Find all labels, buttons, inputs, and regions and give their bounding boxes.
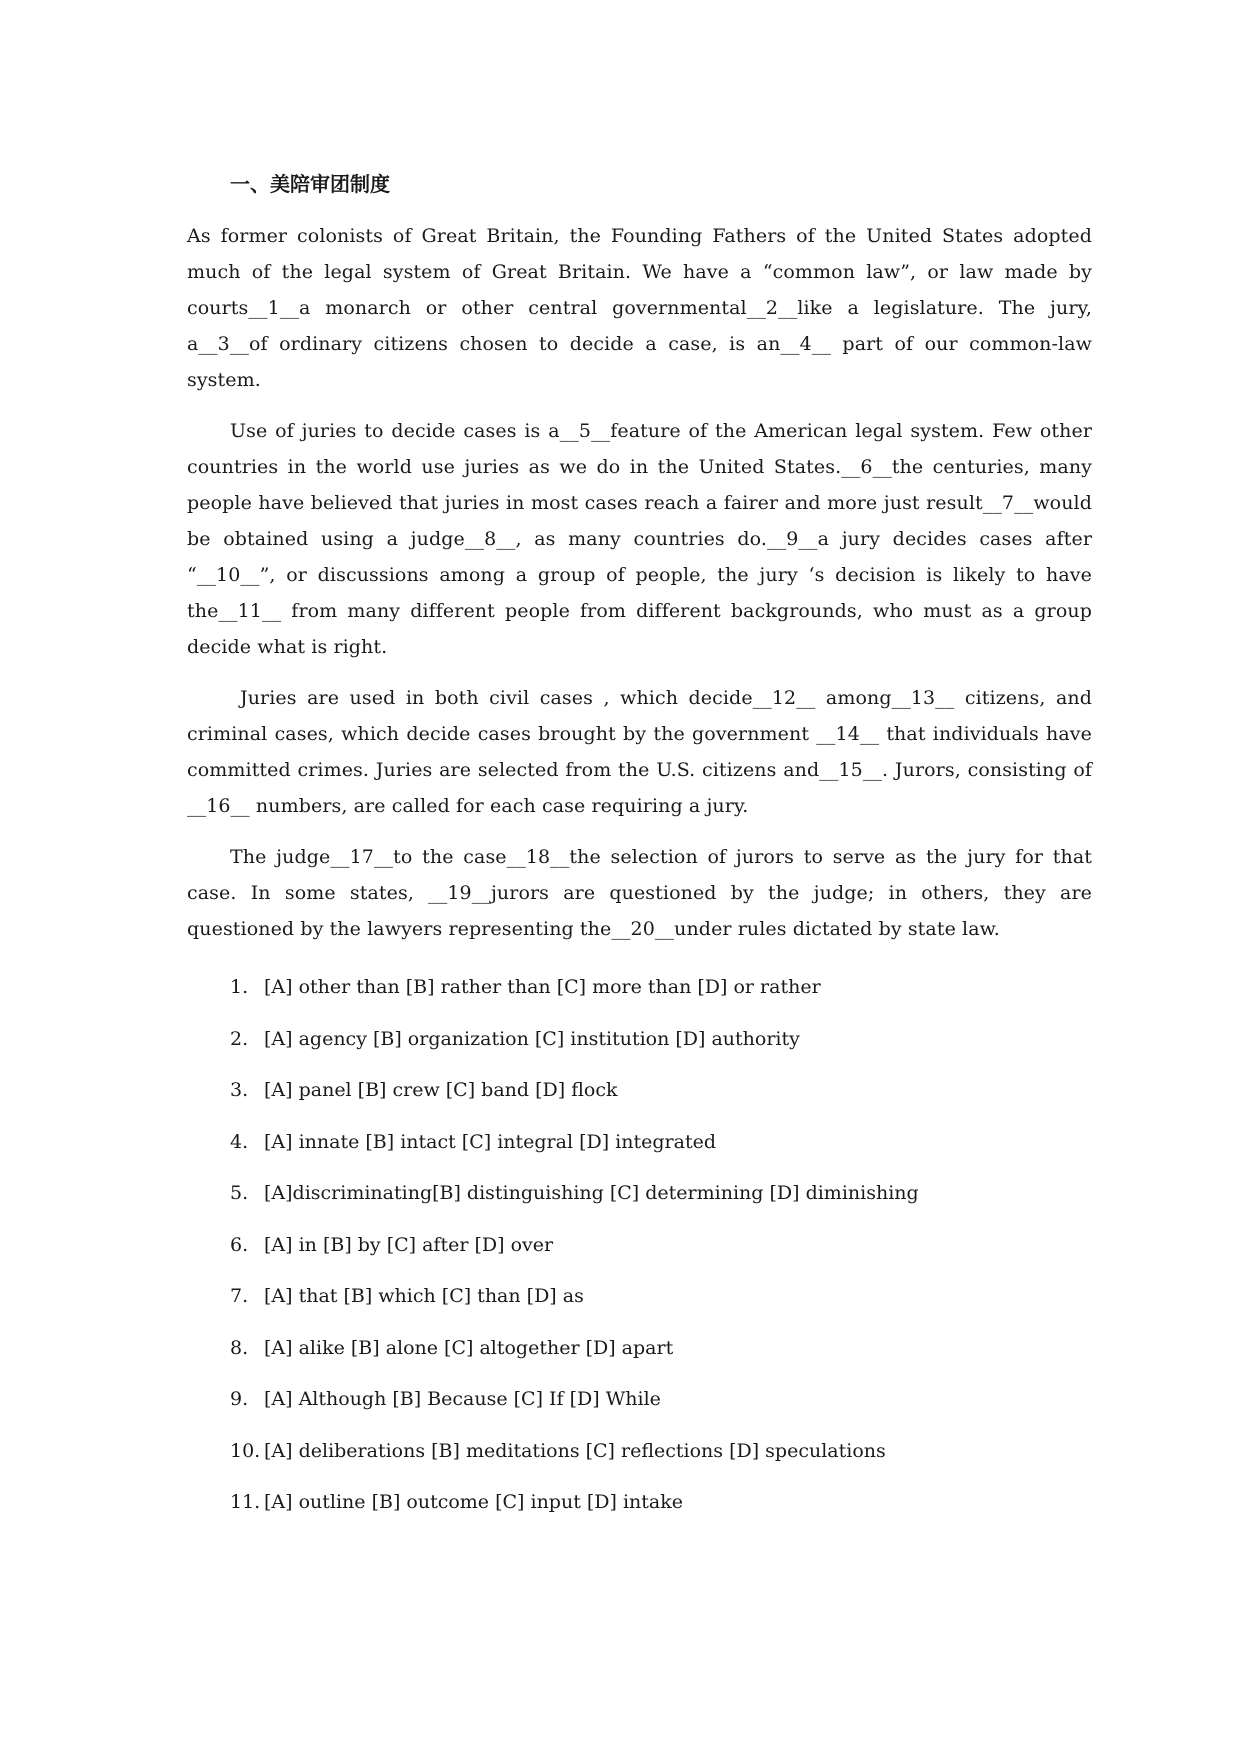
- option-item-10: [230, 1426, 1092, 1478]
- option-number: 3.: [230, 1079, 249, 1101]
- option-number: 6.: [230, 1233, 249, 1256]
- option-text: [A] panel [B] crew [C] band [D] flock: [264, 1079, 618, 1101]
- option-number: 5.: [230, 1182, 249, 1204]
- option-text: [A]discriminating[B] distinguishing [C] determining [D] diminishing: [264, 1182, 919, 1204]
- option-item-4: [230, 1117, 1092, 1169]
- option-text: [A] outline [B] outcome [C] input [D] intake: [264, 1491, 684, 1513]
- option-text: [A] in [B] by [C] after [D] over: [264, 1233, 554, 1256]
- option-item-3: [230, 1065, 1092, 1117]
- option-text: [A] other than [B] rather than [C] more than [D] or rather: [264, 976, 821, 998]
- option-text: [A] Although [B] Because [C] If [D] While: [264, 1388, 661, 1410]
- paragraph-3: Juries are used in both civil cases , which decide__12__ among__13__ citizens, and criminal cases, which decide cases brought by the government __14__ that individuals have committed crimes. Juries are selected from the U.S. citizens and__15__. Jurors, consisting of __16__ numbers, are called for each case requiring a jury.: [187, 687, 1092, 817]
- option-text: [A] agency [B] organization [C] institution [D] authority: [264, 1027, 800, 1050]
- option-number: 1.: [230, 976, 249, 998]
- option-text: [A] deliberations [B] meditations [C] reflections [D] speculations: [264, 1439, 886, 1462]
- option-number: 8.: [230, 1336, 249, 1359]
- option-item-8: [230, 1323, 1092, 1375]
- option-item-1: [230, 962, 1092, 1014]
- document-page: [187, 170, 1092, 1529]
- option-text: [A] alike [B] alone [C] altogether [D] apart: [264, 1336, 674, 1359]
- option-number: 11.: [230, 1491, 261, 1513]
- option-number: 10.: [230, 1439, 261, 1462]
- option-item-7: [230, 1271, 1092, 1323]
- option-number: 4.: [230, 1130, 249, 1153]
- paragraph-4: The judge__17__to the case__18__the selection of jurors to serve as the jury for that case. In some states, __19__jurors are questioned by the judge; in others, they are questioned by the lawyers representing the__20__under rules dictated by state law.: [187, 846, 1092, 940]
- section-heading: 一、美陪审团制度: [230, 172, 390, 196]
- paragraph-2: Use of juries to decide cases is a__5__feature of the American legal system. Few other countries in the world use juries as we do in the United States.__6__the centuries, many people have believed that juries in most cases reach a fairer and more just result__7__would be obtained using a judge__8__, as many countries do.__9__a jury decides cases after “__10__”, or discussions among a group of people, the jury ‘s decision is likely to have the__11__ from many different people from different backgrounds, who must as a group decide what is right.: [187, 420, 1092, 658]
- option-item-9: [230, 1374, 1092, 1426]
- option-item-2: [230, 1014, 1092, 1066]
- paragraph-1: As former colonists of Great Britain, the Founding Fathers of the United States adopted much of the legal system of Great Britain. We have a “common law”, or law made by courts__1__a monarch or other central governmental__2__like a legislature. The jury, a__3__of ordinary citizens chosen to decide a case, is an__4__ part of our common-law system.: [187, 225, 1092, 391]
- option-number: 7.: [230, 1285, 249, 1307]
- option-text: [A] innate [B] intact [C] integral [D] integrated: [264, 1130, 716, 1153]
- option-number: 2.: [230, 1027, 249, 1050]
- option-text: [A] that [B] which [C] than [D] as: [264, 1285, 584, 1307]
- answer-options-list: [230, 962, 1092, 1529]
- option-item-11: [230, 1477, 1092, 1529]
- option-item-6: [230, 1220, 1092, 1272]
- option-number: 9.: [230, 1388, 249, 1410]
- option-item-5: [230, 1168, 1092, 1220]
